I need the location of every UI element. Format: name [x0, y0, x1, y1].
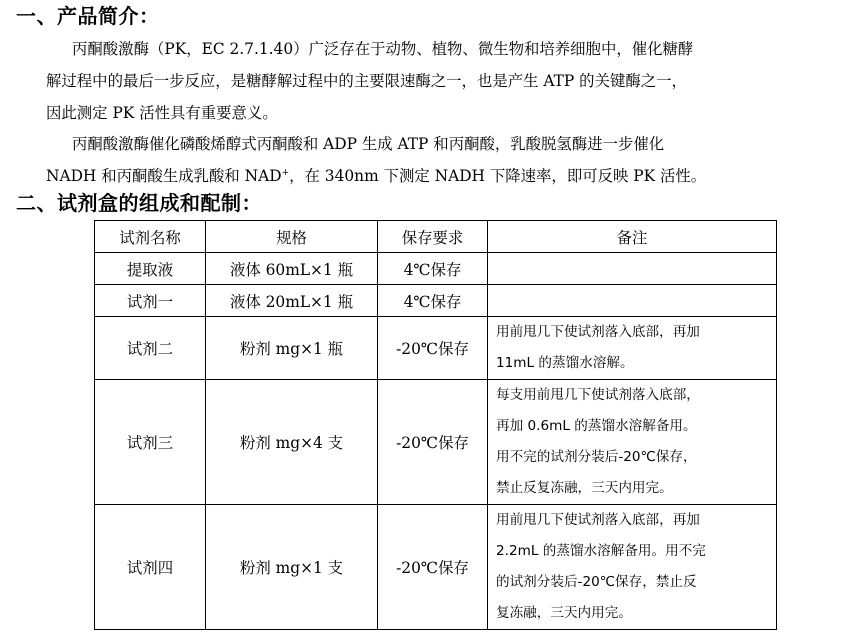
reagent-name-cell: 试剂四	[95, 505, 206, 630]
superscript-plus: +	[281, 167, 290, 178]
note-line: 用前甩几下使试剂落入底部，再加	[496, 324, 700, 340]
note-line: 11mL 的蒸馏水溶解。	[496, 355, 634, 371]
storage-cell: -20℃保存	[378, 380, 488, 505]
intro-paragraph-line: 因此测定 PK 活性具有重要意义。	[46, 104, 278, 122]
table-row	[95, 253, 777, 285]
storage-cell: 4℃保存	[378, 253, 488, 285]
note-cell	[488, 285, 777, 317]
principle-text-before-superscript: NADH 和丙酮酸生成乳酸和 NAD	[46, 167, 282, 185]
table-header-row	[95, 221, 777, 253]
section-heading-product-intro: 一、产品简介：	[16, 4, 160, 28]
spec-cell: 粉剂 mg×1 支	[206, 505, 378, 630]
column-header-reagent-name: 试剂名称	[95, 221, 206, 253]
reagent-name-cell: 提取液	[95, 253, 206, 285]
note-line: 再加 0.6mL 的蒸馏水溶解备用。	[496, 418, 697, 434]
principle-text-after-superscript: ，在 340nm 下测定 NADH 下降速率，即可反映 PK 活性。	[289, 167, 707, 185]
note-line: 复冻融，三天内用完。	[496, 605, 632, 621]
reagent-table	[94, 220, 777, 630]
column-header-storage: 保存要求	[378, 221, 488, 253]
reagent-name-cell: 试剂三	[95, 380, 206, 505]
note-line: 每支用前甩几下使试剂落入底部，	[496, 387, 700, 403]
reagent-name-cell: 试剂二	[95, 317, 206, 380]
note-line: 禁止反复冻融，三天内用完。	[496, 480, 673, 496]
note-line: 用前甩几下使试剂落入底部，再加	[496, 512, 700, 528]
note-cell	[488, 317, 777, 380]
intro-paragraph-line: 解过程中的最后一步反应，是糖酵解过程中的主要限速酶之一，也是产生 ATP 的关键酶之一，	[46, 72, 687, 90]
table-row	[95, 317, 777, 380]
note-cell	[488, 380, 777, 505]
section-heading-kit-composition: 二、试剂盒的组成和配制：	[16, 191, 262, 215]
table-row	[95, 380, 777, 505]
note-line: 2.2mL 的蒸馏水溶解备用。用不完	[496, 543, 706, 559]
reagent-name-cell: 试剂一	[95, 285, 206, 317]
principle-paragraph	[46, 128, 856, 192]
intro-paragraph-line: 丙酮酸激酶（PK，EC 2.7.1.40）广泛存在于动物、植物、微生物和培养细胞中，催化糖酵	[72, 40, 694, 58]
column-header-note: 备注	[488, 221, 777, 253]
table-row	[95, 505, 777, 630]
note-line: 的试剂分装后-20℃保存，禁止反	[496, 574, 697, 590]
note-cell	[488, 253, 777, 285]
spec-cell: 粉剂 mg×4 支	[206, 380, 378, 505]
storage-cell: -20℃保存	[378, 317, 488, 380]
note-cell	[488, 505, 777, 630]
principle-paragraph-line	[46, 160, 856, 192]
intro-paragraph	[46, 33, 856, 129]
spec-cell: 液体 20mL×1 瓶	[206, 285, 378, 317]
spec-cell: 粉剂 mg×1 瓶	[206, 317, 378, 380]
principle-paragraph-line: 丙酮酸激酶催化磷酸烯醇式丙酮酸和 ADP 生成 ATP 和丙酮酸，乳酸脱氢酶进一步催化	[72, 135, 665, 153]
note-line: 用不完的试剂分装后-20℃保存，	[496, 449, 697, 465]
storage-cell: 4℃保存	[378, 285, 488, 317]
table-row	[95, 285, 777, 317]
storage-cell: -20℃保存	[378, 505, 488, 630]
spec-cell: 液体 60mL×1 瓶	[206, 253, 378, 285]
column-header-spec: 规格	[206, 221, 378, 253]
